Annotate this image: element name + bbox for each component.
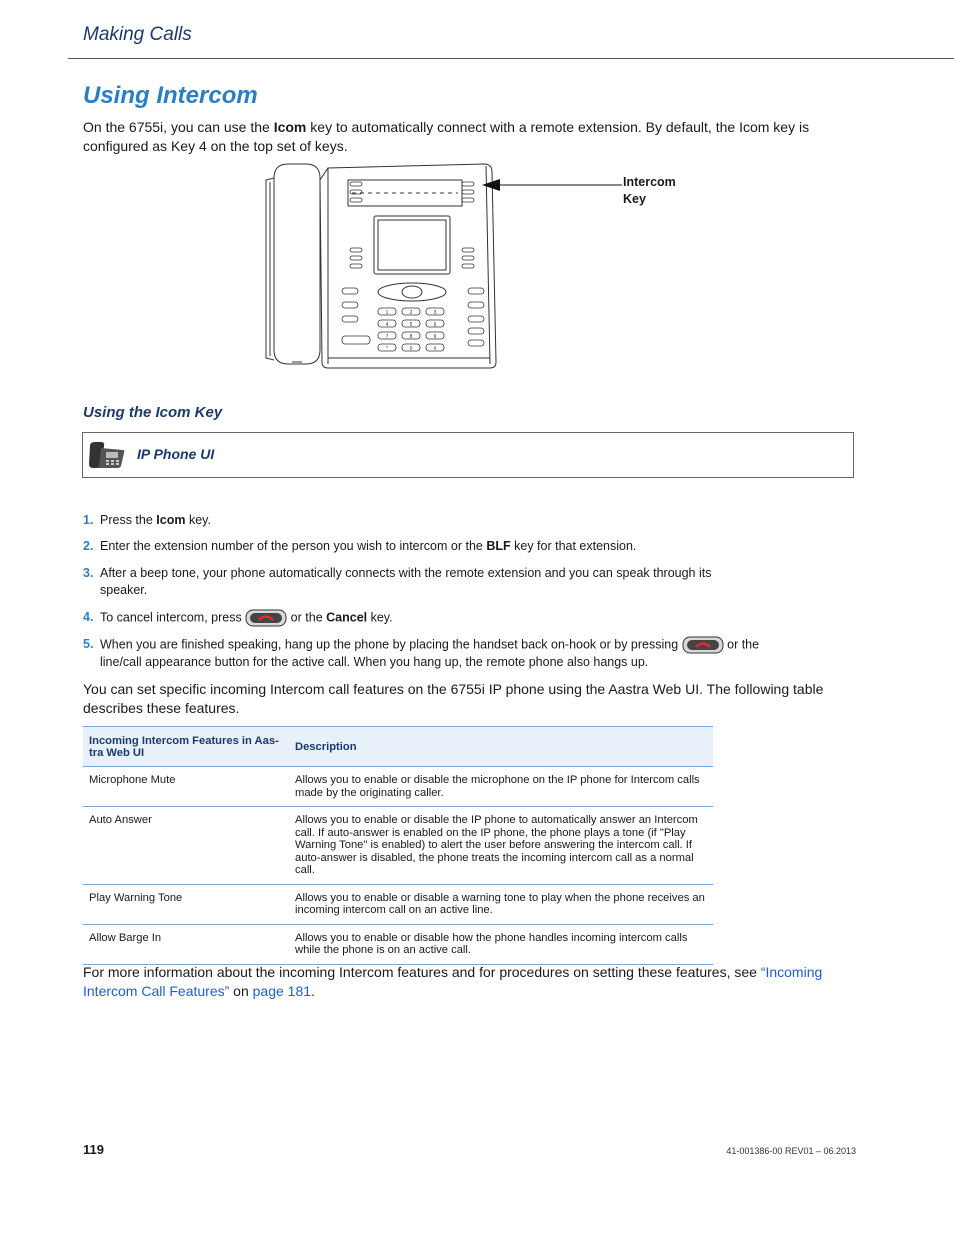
intro-text-1: On the 6755i, you can use the bbox=[83, 119, 274, 135]
feature-name: Allow Barge In bbox=[83, 924, 289, 964]
step-text-end: key. bbox=[367, 610, 393, 625]
subheading: Using the Icom Key bbox=[83, 404, 223, 421]
running-header: Making Calls bbox=[83, 24, 192, 45]
document-id: 41-001386-00 REV01 – 06.2013 bbox=[726, 1146, 856, 1156]
intro-bold-icom: Icom bbox=[273, 119, 307, 135]
step-bold: Cancel bbox=[326, 610, 368, 625]
dialpad-key-label: 2 bbox=[409, 310, 413, 316]
feature-name: Microphone Mute bbox=[83, 767, 289, 807]
callout-line-1: Intercom bbox=[623, 175, 676, 189]
feature-description: Allows you to enable or disable a warning tone to play when the phone receives an incoming intercom call on an active line. bbox=[289, 884, 713, 924]
step-number: 5. bbox=[83, 637, 94, 651]
step-number: 3. bbox=[83, 566, 94, 580]
goodbye-key-icon bbox=[245, 609, 287, 627]
goodbye-key-icon bbox=[682, 636, 724, 654]
more-info-paragraph bbox=[83, 963, 863, 1001]
table-header-feature: Incoming Intercom Features in Aas-tra Web UI bbox=[83, 727, 289, 767]
features-intro-paragraph: You can set specific incoming Intercom call features on the 6755i IP phone using the Aastra Web UI. The following table describes these features. bbox=[83, 681, 824, 716]
dialpad-key-label: * bbox=[386, 346, 388, 352]
step-text-end: or the line/call appearance button for the active call. When you hang up, the remote phone also hangs up. bbox=[100, 637, 760, 669]
dialpad-key-label: # bbox=[433, 346, 437, 352]
incoming-intercom-features-table bbox=[83, 726, 713, 965]
dialpad-key-label: 6 bbox=[433, 322, 437, 328]
step-text: To cancel intercom, press bbox=[100, 610, 246, 625]
table-header-row bbox=[83, 727, 713, 767]
ui-box-label: IP Phone UI bbox=[137, 446, 215, 462]
intro-paragraph bbox=[83, 118, 853, 156]
feature-keys bbox=[342, 288, 484, 346]
step-number: 1. bbox=[83, 513, 94, 527]
dialpad-key-label: 7 bbox=[385, 334, 389, 340]
step-text-mid: or the bbox=[287, 610, 327, 625]
table-row bbox=[83, 884, 713, 924]
step-text: Press the bbox=[100, 513, 157, 527]
step-text: Enter the extension number of the person you wish to intercom or the bbox=[100, 539, 487, 553]
callout-arrow bbox=[482, 179, 622, 191]
section-title: Using Intercom bbox=[83, 82, 258, 109]
header-rule bbox=[68, 58, 954, 59]
feature-name: Auto Answer bbox=[83, 807, 289, 885]
intercom-key-callout bbox=[623, 174, 676, 208]
step-number: 4. bbox=[83, 610, 94, 624]
table-row bbox=[83, 924, 713, 964]
step-text-end: key for that extension. bbox=[510, 539, 637, 553]
callout-line-2: Key bbox=[623, 192, 646, 206]
dialpad-key-label: 3 bbox=[433, 310, 437, 316]
step-bold: Icom bbox=[156, 513, 186, 527]
left-top-keys bbox=[350, 182, 474, 268]
dialpad-key-label: 5 bbox=[409, 322, 413, 328]
phone-diagram bbox=[262, 160, 642, 375]
step-text: When you are finished speaking, hang up the phone by placing the handset back on-hook or by pressing bbox=[100, 637, 682, 652]
table-row bbox=[83, 767, 713, 807]
ip-phone-ui-box bbox=[82, 432, 854, 478]
more-info-text: For more information about the incoming Intercom features and for procedures on setting these features, see bbox=[83, 964, 761, 980]
table-row bbox=[83, 807, 713, 885]
dialpad-key-label: 9 bbox=[433, 334, 437, 340]
incoming-intercom-features-link[interactable]: “Incoming Intercom Call Features” bbox=[83, 964, 823, 999]
feature-description: Allows you to enable or disable the microphone on the IP phone for Intercom calls made by the originating caller. bbox=[289, 767, 713, 807]
intro-text-2: key to automatically connect with a remote extension. By default, the Icom key is configured as Key 4 on the top set of keys. bbox=[83, 119, 810, 154]
more-info-on: on bbox=[229, 983, 253, 999]
ip-phone-icon bbox=[87, 440, 127, 470]
table-header-description: Description bbox=[289, 727, 713, 767]
step-text: After a beep tone, your phone automatically connects with the remote extension and you can speak through its speaker. bbox=[100, 566, 712, 597]
dialpad-key-label: 4 bbox=[385, 322, 389, 328]
dialpad-key-label: 0 bbox=[409, 346, 413, 352]
more-info-end: . bbox=[311, 983, 315, 999]
step-number: 2. bbox=[83, 539, 94, 553]
feature-name: Play Warning Tone bbox=[83, 884, 289, 924]
feature-description: Allows you to enable or disable the IP phone to automatically answer an Intercom call. If auto-answer is enabled on the IP phone, the phone plays a tone (if "Play Warning Tone" is enabled) to alert the user before answering the intercom call. If auto-answer is disabled, the phone treats the incoming intercom call as a normal call. bbox=[289, 807, 713, 885]
dialpad-key-label: 1 bbox=[385, 310, 389, 316]
feature-description: Allows you to enable or disable how the phone handles incoming intercom calls while the phone is on an active call. bbox=[289, 924, 713, 964]
step-bold: BLF bbox=[486, 539, 511, 553]
dialpad-key-label: 8 bbox=[409, 334, 413, 340]
step-text-end: key. bbox=[185, 513, 211, 527]
page-number: 119 bbox=[83, 1142, 104, 1157]
page-181-link[interactable]: page 181 bbox=[252, 983, 312, 999]
